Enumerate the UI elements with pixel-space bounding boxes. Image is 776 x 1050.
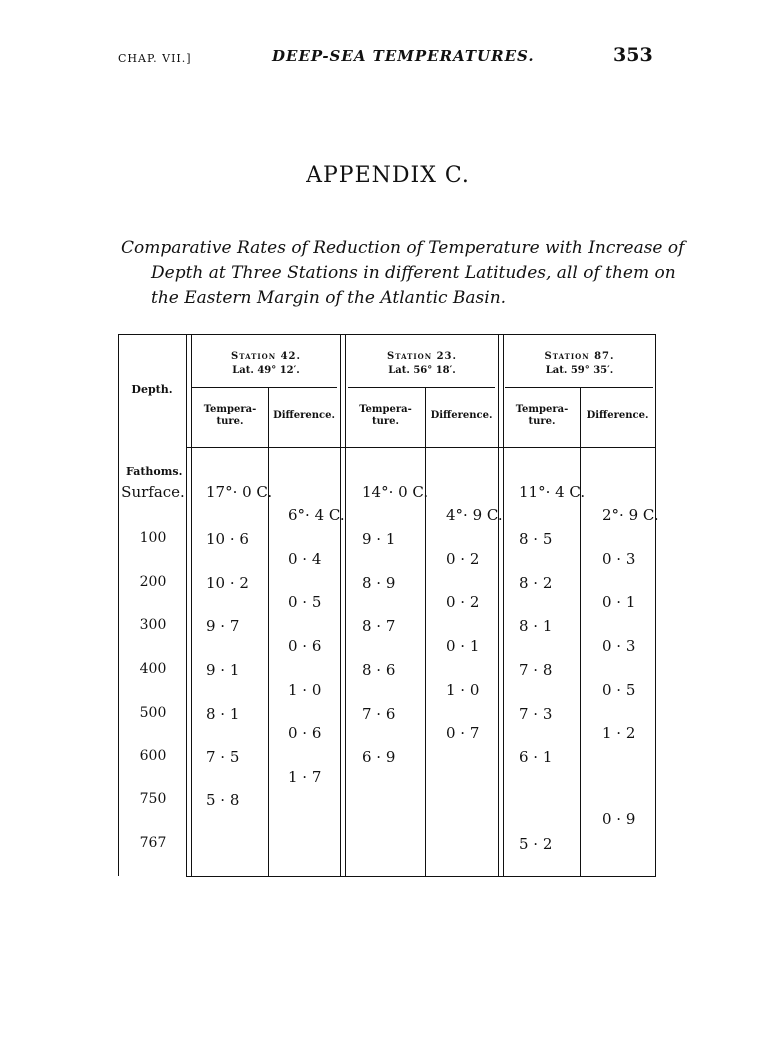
station-42-header bbox=[192, 350, 340, 378]
difference-cell: 0 · 4 bbox=[288, 550, 322, 568]
rule-23-inner bbox=[425, 387, 426, 876]
station-23-diff-header: Difference. bbox=[430, 410, 493, 421]
temperature-cell: 5 · 8 bbox=[206, 791, 240, 809]
depth-cell: 300 bbox=[139, 617, 167, 633]
station-87-name: Station 87. bbox=[544, 351, 615, 362]
caption-line-1: Comparative Rates of Reduction of Temperature with Increase of bbox=[121, 238, 685, 258]
temperature-cell: 8 · 5 bbox=[519, 530, 553, 548]
station-23-temp-header: Tempera- ture. bbox=[359, 404, 412, 427]
right-rule bbox=[655, 334, 656, 876]
temperature-cell: 8 · 2 bbox=[519, 574, 553, 592]
depth-cell: 400 bbox=[139, 661, 167, 677]
difference-cell: 0 · 2 bbox=[446, 550, 480, 568]
temperature-cell: 6 · 1 bbox=[519, 748, 553, 766]
station-42-subrule bbox=[192, 387, 337, 388]
temperature-cell: 11°· 4 C. bbox=[519, 483, 586, 501]
temperature-cell: 8 · 9 bbox=[362, 574, 396, 592]
station-23-header bbox=[346, 350, 498, 378]
temperature-cell: 7 · 6 bbox=[362, 705, 396, 723]
station-87-temp-header: Tempera- ture. bbox=[515, 404, 569, 427]
temperature-cell: 7 · 3 bbox=[519, 705, 553, 723]
temperature-cell: 17°· 0 C. bbox=[206, 483, 273, 501]
difference-cell: 0 · 3 bbox=[602, 637, 636, 655]
depth-cell: 750 bbox=[139, 791, 167, 807]
difference-cell: 0 · 5 bbox=[288, 593, 322, 611]
temperature-cell: 10 · 6 bbox=[206, 530, 249, 548]
temperature-cell: 8 · 1 bbox=[206, 705, 240, 723]
difference-cell: 0 · 5 bbox=[602, 681, 636, 699]
table-bottom-rule bbox=[186, 876, 656, 877]
difference-cell: 1 · 7 bbox=[288, 768, 322, 786]
difference-cell: 1 · 0 bbox=[446, 681, 480, 699]
station-87-subrule bbox=[505, 387, 653, 388]
temperature-cell: 6 · 9 bbox=[362, 748, 396, 766]
caption-line-2: Depth at Three Stations in different Latitudes, all of them on bbox=[151, 263, 676, 283]
header-rule bbox=[186, 447, 656, 448]
station-42-temp-header: Tempera- ture. bbox=[203, 404, 257, 427]
difference-cell: 1 · 0 bbox=[288, 681, 322, 699]
caption-line-3: the Eastern Margin of the Atlantic Basin. bbox=[151, 288, 507, 308]
station-23-latitude: Lat. 56° 18′. bbox=[388, 365, 456, 376]
depth-cell: 600 bbox=[139, 748, 167, 764]
station-42-name: Station 42. bbox=[231, 351, 301, 362]
temperature-cell: 9 · 1 bbox=[362, 530, 396, 548]
depth-cell: 100 bbox=[139, 530, 167, 546]
difference-cell: 0 · 6 bbox=[288, 724, 322, 742]
depth-cell: 767 bbox=[139, 835, 167, 851]
temperature-cell: 14°· 0 C. bbox=[362, 483, 429, 501]
difference-cell: 0 · 2 bbox=[446, 593, 480, 611]
difference-cell: 0 · 1 bbox=[446, 637, 480, 655]
temperature-cell: 7 · 5 bbox=[206, 748, 240, 766]
station-87-diff-header: Difference. bbox=[586, 410, 649, 421]
rule-42-inner bbox=[268, 387, 269, 876]
temperature-cell: 8 · 6 bbox=[362, 661, 396, 679]
temperature-cell: 5 · 2 bbox=[519, 835, 553, 853]
running-header-chapter: CHAP. VII.] bbox=[118, 52, 192, 65]
difference-cell: 0 · 3 bbox=[602, 550, 636, 568]
rule-23-a bbox=[498, 334, 499, 876]
depth-cell: Surface. bbox=[121, 483, 185, 501]
temperature-cell: 8 · 1 bbox=[519, 617, 553, 635]
depth-header: Depth. bbox=[131, 383, 173, 396]
difference-cell: 6°· 4 C. bbox=[288, 506, 345, 524]
appendix-title: APPENDIX C. bbox=[306, 163, 470, 188]
station-87-latitude: Lat. 59° 35′. bbox=[545, 365, 614, 376]
temperature-cell: 9 · 1 bbox=[206, 661, 240, 679]
station-23-name: Station 23. bbox=[387, 351, 457, 362]
rule-42-a bbox=[340, 334, 341, 876]
rule-87-inner bbox=[580, 387, 581, 876]
difference-cell: 0 · 9 bbox=[602, 810, 636, 828]
difference-cell: 4°· 9 C. bbox=[446, 506, 503, 524]
difference-cell: 1 · 2 bbox=[602, 724, 636, 742]
table-top-rule bbox=[118, 334, 656, 335]
station-23-subrule bbox=[348, 387, 495, 388]
difference-cell: 2°· 9 C. bbox=[602, 506, 659, 524]
station-42-diff-header: Difference. bbox=[273, 410, 335, 421]
station-87-header bbox=[504, 350, 655, 378]
depth-units-label: Fathoms. bbox=[126, 465, 183, 478]
depth-cell: 500 bbox=[139, 705, 167, 721]
temperature-cell: 8 · 7 bbox=[362, 617, 396, 635]
station-42-latitude: Lat. 49° 12′. bbox=[232, 365, 300, 376]
table-caption bbox=[121, 236, 684, 311]
temperature-cell: 7 · 8 bbox=[519, 661, 553, 679]
temperature-cell: 9 · 7 bbox=[206, 617, 240, 635]
temperature-cell: 10 · 2 bbox=[206, 574, 249, 592]
depth-cell: 200 bbox=[139, 574, 167, 590]
difference-cell: 0 · 6 bbox=[288, 637, 322, 655]
page-number: 353 bbox=[613, 44, 653, 66]
difference-cell: 0 · 1 bbox=[602, 593, 636, 611]
difference-cell: 0 · 7 bbox=[446, 724, 480, 742]
running-header-title: DEEP-SEA TEMPERATURES. bbox=[272, 47, 535, 65]
